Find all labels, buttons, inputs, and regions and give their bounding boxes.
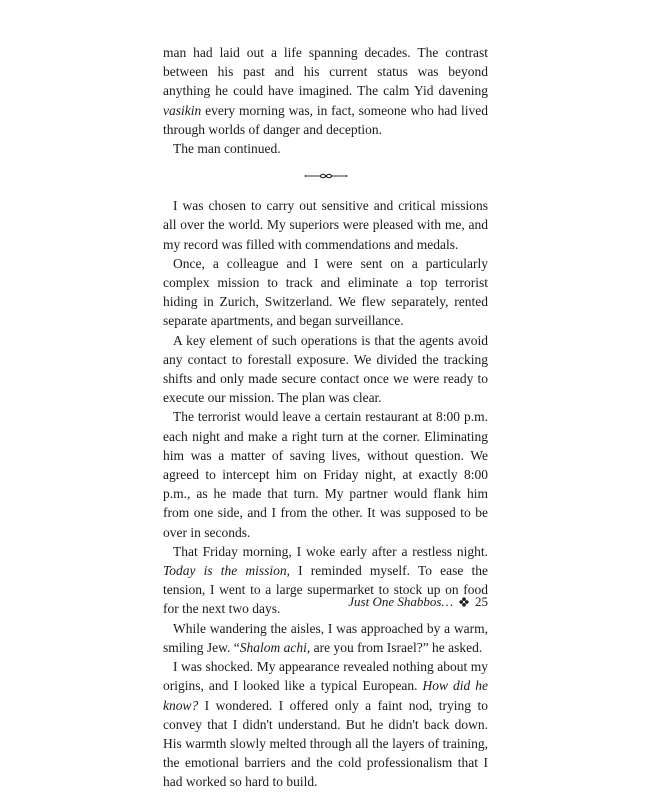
text-run: I was shocked. My appearance revealed nothing about my origins, and I looked like a typical European. (163, 659, 488, 694)
paragraph (163, 619, 488, 657)
paragraph (163, 331, 488, 408)
text-run: The terrorist would leave a certain restaurant at 8:00 p.m. each night and make a right turn at the corner. Eliminating him was a matter of saving lives, without question. We agreed to intercept him on Friday night, at exactly 8:00 p.m., as he made that turn. My partner would flank him from one side, and I from the other. It was supposed to be over in seconds. (163, 409, 488, 540)
text-run: , are you from Israel?” he asked. (306, 639, 483, 655)
scroll-divider-icon (304, 171, 348, 181)
paragraph (163, 43, 488, 139)
paragraph (163, 657, 488, 791)
four-petal-diamond-icon (459, 597, 469, 607)
text-run: man had laid out a life spanning decades. The contrast between his past and his current status was beyond anything he could have imagined. The calm Yid davening (163, 45, 488, 99)
running-title: Just One Shabbos… (348, 594, 453, 609)
italic-text: vasikin (163, 102, 202, 118)
text-run: I wondered. I offered only a faint nod, trying to convey that I didn't understand. But he didn't back down. His warmth slowly melted through all the layers of training, the emotional barriers and the cold professionalism that I had worked so hard to build. (163, 697, 488, 790)
italic-text: How did he know? (163, 678, 488, 713)
paragraph (163, 139, 488, 158)
text-run: every morning was, in fact, someone who had lived through worlds of danger and deception. (163, 102, 488, 137)
text-run: While wandering the aisles, I was approached by a warm, smiling Jew. “ (163, 620, 488, 655)
text-run: A key element of such operations is that the agents avoid any contact to forestall exposure. We divided the tracking shifts and only made secure contact once we were ready to execute our mission. The plan was clear. (163, 332, 488, 406)
text-run: Once, a colleague and I were sent on a particularly complex mission to track and eliminate a top terrorist hiding in Zurich, Switzerland. We flew separately, rented separate apartments, and began surveillance. (163, 255, 488, 329)
paragraph (163, 407, 488, 541)
paragraph (163, 196, 488, 254)
text-run: The man continued. (173, 141, 281, 157)
section-divider (163, 166, 488, 186)
opening-paragraphs (163, 43, 488, 158)
text-run: I was chosen to carry out sensitive and critical missions all over the world. My superiors were pleased with me, and my record was filled with commendations and medals. (163, 198, 488, 252)
italic-text: Today is the mission (163, 563, 287, 579)
text-run: That Friday morning, I woke early after a restless night. (173, 543, 488, 559)
page-footer (163, 594, 488, 610)
italic-text: Shalom achi (239, 639, 307, 655)
narrative-paragraphs (163, 196, 488, 791)
book-page (163, 43, 488, 792)
page-number: 25 (475, 594, 488, 609)
text-run: , I reminded myself. To ease the tension, I went to a large supermarket to stock up on food for the next two days. (163, 563, 488, 617)
paragraph (163, 254, 488, 331)
